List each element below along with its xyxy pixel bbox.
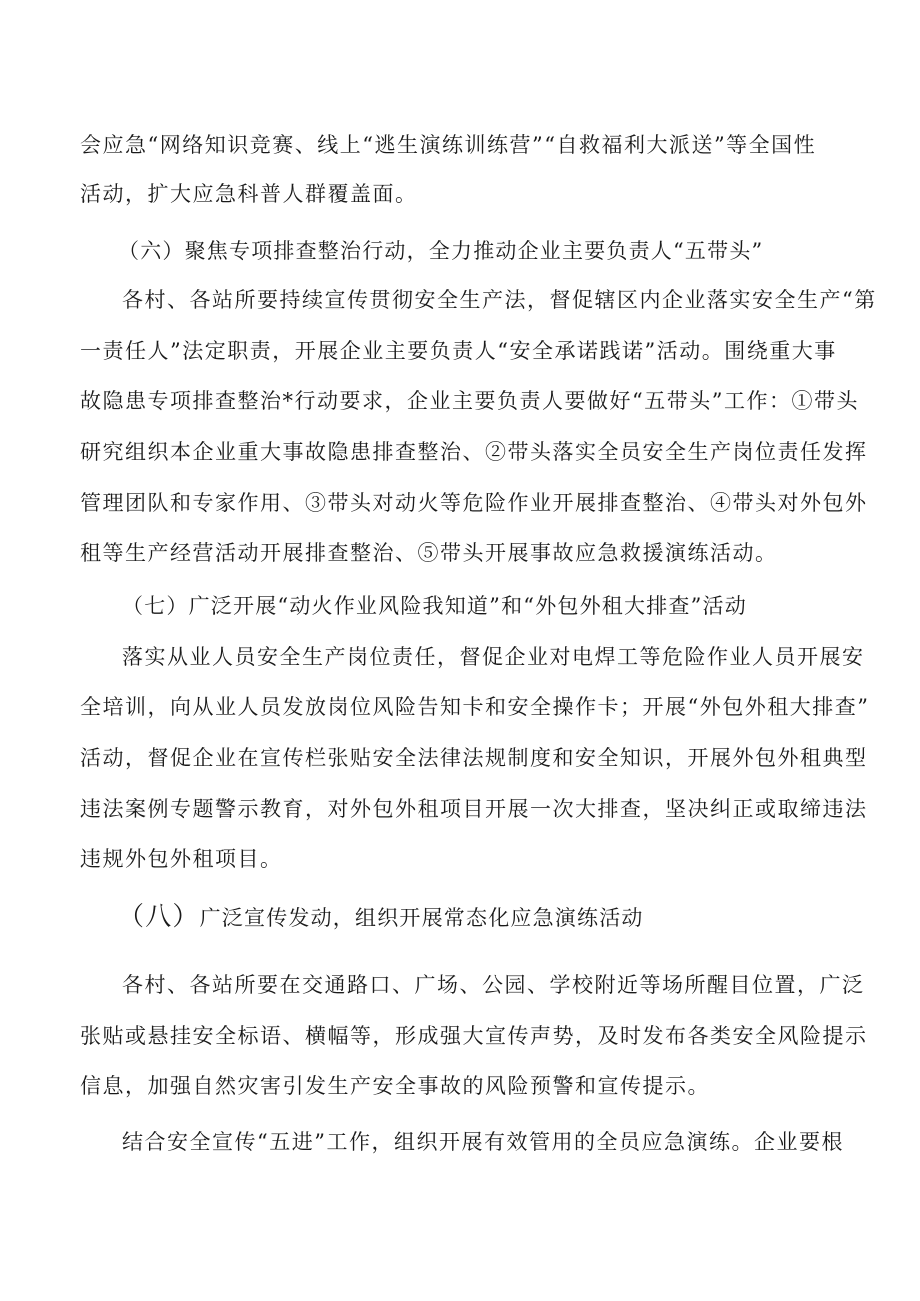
text-line: 违规外包外租项目。: [80, 847, 283, 871]
heading-8-text: 广泛宣传发动，组织开展常态化应急演练活动: [199, 906, 644, 930]
text-line: 张贴或悬挂安全标语、横幅等，形成强大宣传声势，及时发布各类安全风险提示: [80, 1024, 868, 1048]
text-line: 一责任人”法定职责，开展企业主要负责人“安全承诺践诺”活动。围绕重大事: [80, 339, 837, 363]
text-line: 租等生产经营活动开展排查整治、⑤带头开展事故应急救援演练活动。: [80, 541, 778, 565]
text-line: 结合安全宣传“五进”工作，组织开展有效管用的全员应急演练。企业要根: [122, 1130, 844, 1154]
text-line: 管理团队和专家作用、③带头对动火等危险作业开展排查整治、④带头对外包外: [80, 491, 868, 515]
text-line: 会应急“网络知识竞赛、线上“逃生演练训练营”“自救福利大派送”等全国性: [80, 133, 817, 157]
text-line: 全培训，向从业人员发放岗位风险告知卡和安全操作卡；开展“外包外租大排查”: [80, 695, 870, 719]
text-line: 故隐患专项排查整治*行动要求，企业主要负责人要做好“五带头”工作：①带头: [80, 389, 859, 413]
section-heading-8: [118, 902, 644, 933]
section-heading-6: （六）聚焦专项排查整治行动，全力推动企业主要负责人“五带头”: [118, 239, 764, 263]
text-line: 活动，督促企业在宣传栏张贴安全法律法规制度和安全知识，开展外包外租典型: [80, 746, 868, 770]
text-line: 活动，扩大应急科普人群覆盖面。: [80, 182, 418, 206]
text-line: 各村、各站所要持续宣传贯彻安全生产法，督促辖区内企业落实安全生产“第: [122, 288, 877, 312]
text-line: 违法案例专题警示教育，对外包外租项目开展一次大排查，坚决纠正或取缔违法: [80, 797, 868, 821]
text-line: 落实从业人员安全生产岗位责任，督促企业对电焊工等危险作业人员开展安: [122, 645, 865, 669]
text-line: 信息，加强自然灾害引发生产安全事故的风险预警和宣传提示。: [80, 1074, 710, 1098]
text-line: 研究组织本企业重大事故隐患排查整治、②带头落实全员安全生产岗位责任发挥: [80, 440, 868, 464]
section-heading-7: （七）广泛开展“动火作业风险我知道”和“外包外租大排查”活动: [122, 594, 747, 618]
heading-8-prefix: （八）: [118, 902, 200, 932]
text-line: 各村、各站所要在交通路口、广场、公园、学校附近等场所醒目位置，广泛: [122, 973, 865, 997]
